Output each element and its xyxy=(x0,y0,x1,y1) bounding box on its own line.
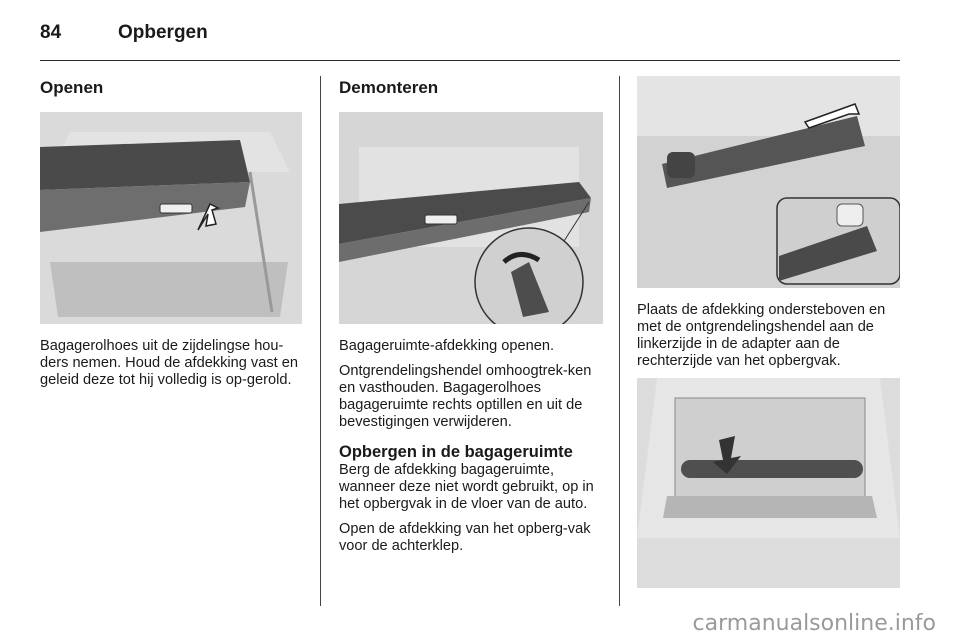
column-demonteren xyxy=(339,78,605,563)
instruction-text: Bagagerolhoes uit de zijdelingse hou-ders nemen. Houd de afdekking vast en geleid deze tot hij volledig is op-gerold. xyxy=(40,338,298,388)
column-divider xyxy=(320,76,321,606)
section-heading-demonteren: Demonteren xyxy=(339,78,439,97)
column-storage xyxy=(637,76,901,588)
illustration-cover-opening xyxy=(40,112,302,324)
storage-step-open: Open de afdekking van het opberg-vak voor de achterklep. xyxy=(339,521,591,554)
illustration-cover-removal xyxy=(339,112,603,324)
subsection-heading-opbergen: Opbergen in de bagageruimte xyxy=(339,443,573,461)
watermark: carmanualsonline.info xyxy=(692,611,936,636)
page-header xyxy=(40,18,208,48)
instruction-step-2: Ontgrendelingshendel omhoogtrek-ken en vasthouden. Bagagerolhoes bagageruimte rechts optillen en uit de bevestigingen verwijderen. xyxy=(339,363,592,430)
page-title: Opbergen xyxy=(118,22,208,43)
header-rule xyxy=(40,60,900,61)
section-heading-openen: Openen xyxy=(40,78,104,97)
page-number: 84 xyxy=(40,22,62,43)
illustration-storage-compartment xyxy=(637,378,900,588)
placement-instruction: Plaats de afdekking ondersteboven en met de ontgrendelingshendel aan de linkerzijde in de adapter aan de rechterzijde van het opbergvak. xyxy=(637,302,886,369)
instruction-step-1: Bagageruimte-afdekking openen. xyxy=(339,338,555,354)
illustration-cover-placement xyxy=(637,76,900,288)
column-divider xyxy=(619,76,620,606)
storage-instruction: Berg de afdekking bagageruimte, wanneer deze niet wordt gebruikt, op in het opbergvak in de vloer van de auto. xyxy=(339,462,594,512)
column-openen xyxy=(40,78,304,397)
